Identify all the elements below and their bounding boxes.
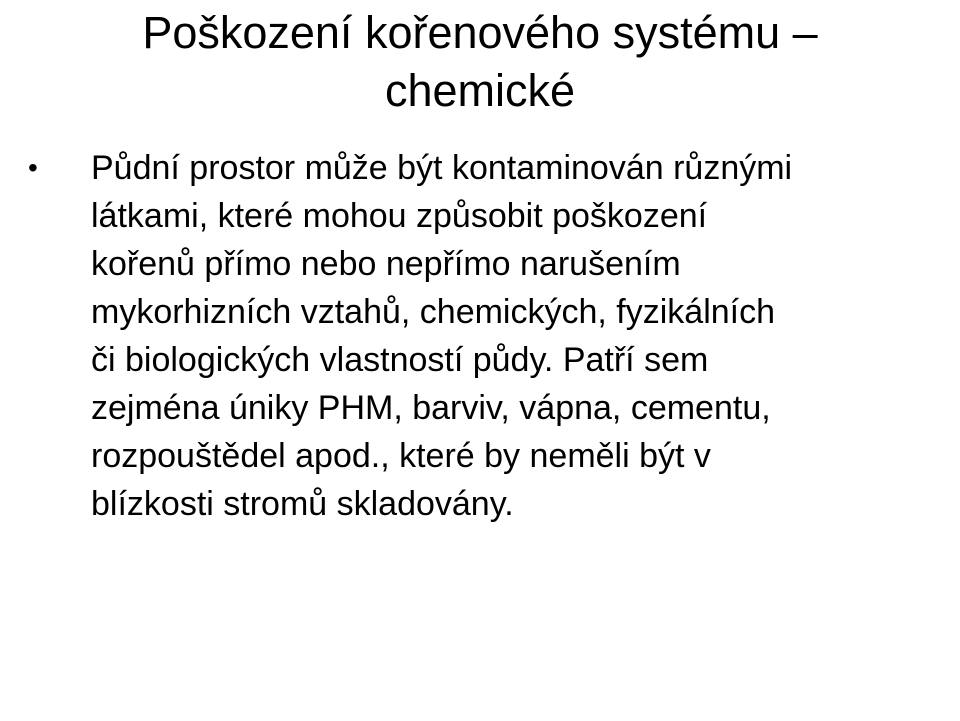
bullet-item — [20, 144, 955, 528]
bullet-line-7: rozpouštědel apod., které by neměli být v — [91, 437, 711, 475]
bullet-line-5: či biologických vlastností půdy. Patří sem — [91, 341, 709, 379]
slide-title-line-2: chemické — [384, 65, 576, 116]
bullet-list — [20, 144, 955, 528]
bullet-line-8: blízkosti stromů skladovány. — [91, 485, 514, 523]
slide-title — [0, 4, 960, 120]
bullet-text — [91, 144, 955, 528]
bullet-dot-icon: • — [28, 152, 38, 183]
slide-title-line-1: Poškození kořenového systému – — [142, 7, 818, 58]
footer-funding-note: Tento projekt je spolufinancován Evropským sociálním fondem a Státním rozpočtem ČR InoBio – CZ.1.07/2.2.00/28.0018 — [30, 699, 930, 717]
bullet-line-2: látkami, které mohou způsobit poškození — [91, 197, 708, 235]
bullet-line-4: mykorhizních vztahů, chemických, fyzikálních — [91, 293, 776, 331]
bullet-line-6: zejména úniky PHM, barviv, vápna, cementu, — [91, 389, 771, 427]
bullet-line-3: kořenů přímo nebo nepřímo narušením — [91, 245, 681, 283]
bullet-line-1: Půdní prostor může být kontaminován různými — [91, 149, 793, 187]
